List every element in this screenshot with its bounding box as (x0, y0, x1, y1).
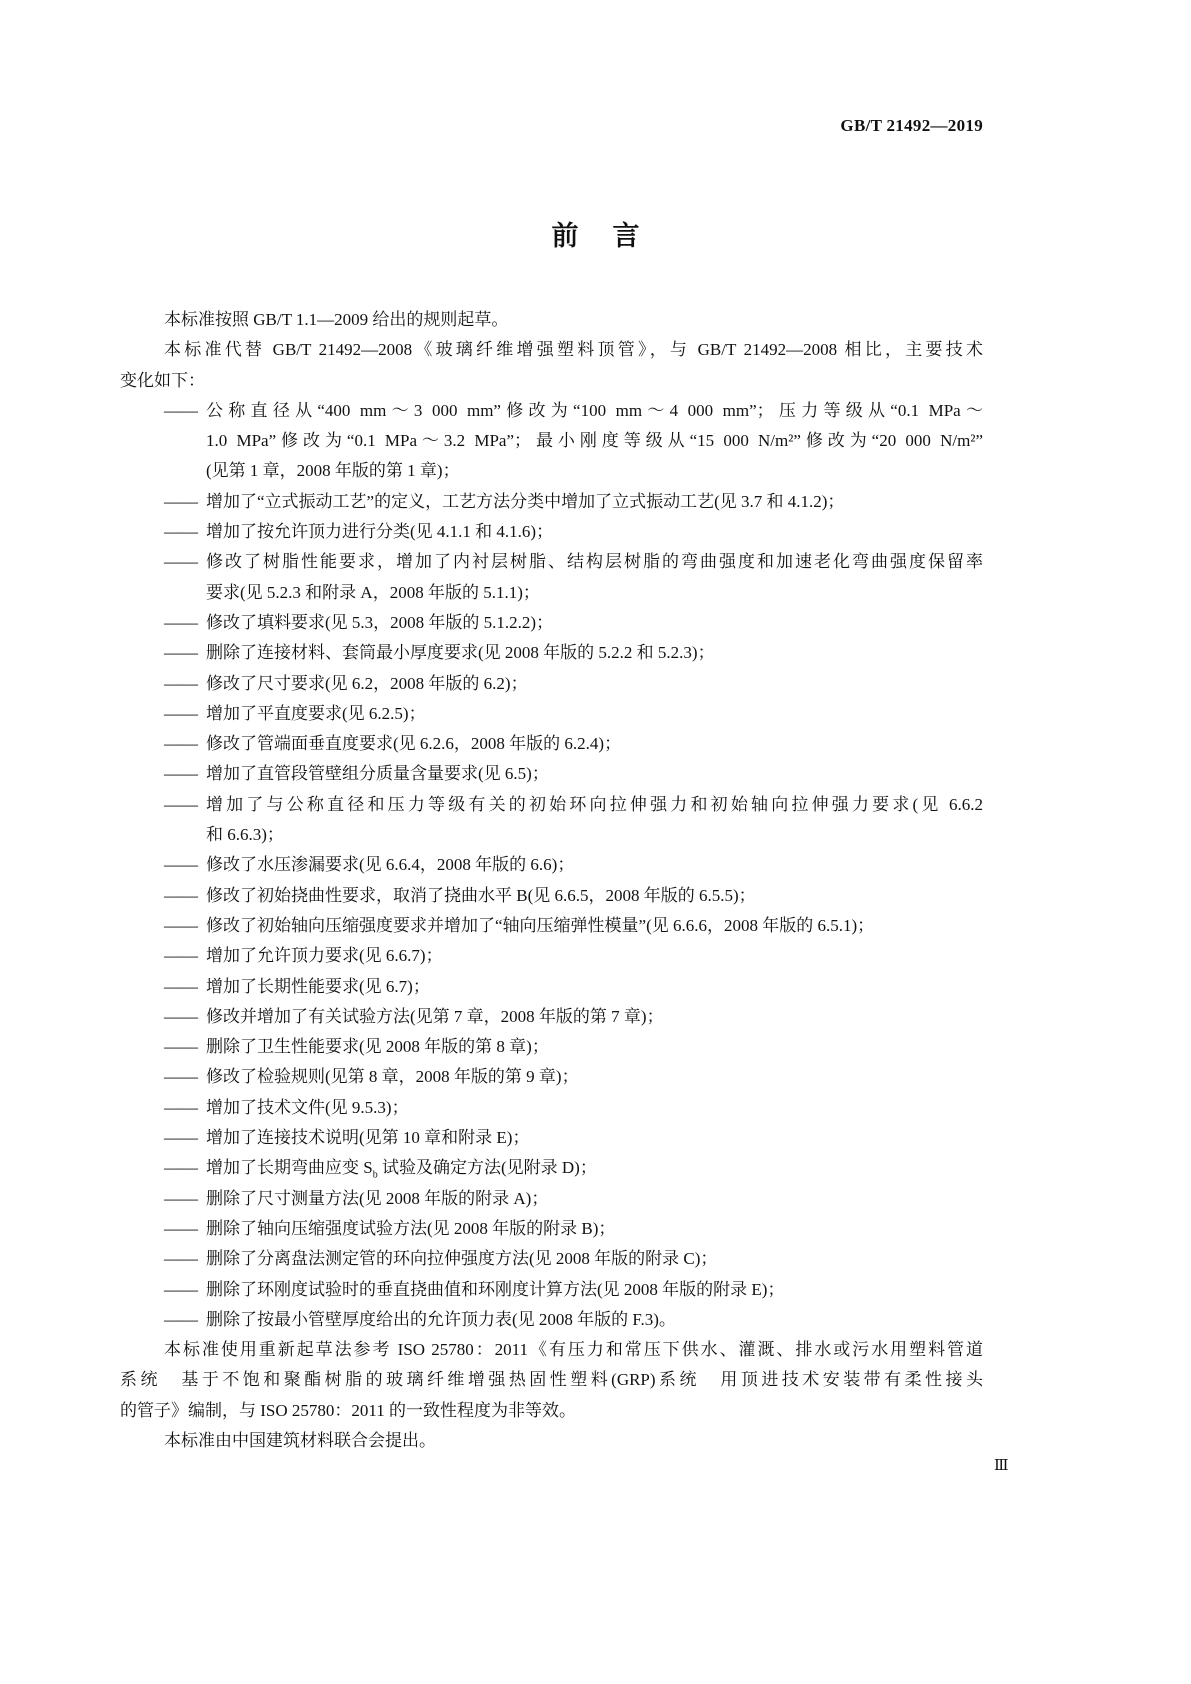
list-dash: —— (164, 794, 198, 814)
list-dash: —— (164, 1279, 198, 1299)
list-dash: —— (164, 1158, 198, 1178)
list-item (120, 1002, 983, 1032)
paragraph-iso-line: 本标准使用重新起草法参考 ISO 25780：2011《有压力和常压下供水、灌溉、排水或污水用塑料管道 (164, 1340, 983, 1360)
list-item-text: 增加了技术文件(见 9.5.3)； (206, 1097, 409, 1117)
list-item (120, 1305, 983, 1335)
list-item-text: 增加了长期弯曲应变 $S_b$ 试验及确定方法(见附录 D)； (206, 1158, 597, 1181)
list-dash: —— (164, 1249, 198, 1269)
list-item (120, 487, 983, 517)
list-dash: —— (164, 1309, 198, 1329)
list-dash: —— (164, 915, 198, 935)
list-item (120, 1244, 983, 1274)
list-item-text: 删除了分离盘法测定管的环向拉伸强度方法(见 2008 年版的附录 C)； (206, 1249, 718, 1269)
list-item-text: 删除了尺寸测量方法(见 2008 年版的附录 A)； (206, 1188, 549, 1208)
list-item-text: 删除了轴向压缩强度试验方法(见 2008 年版的附录 B)； (206, 1218, 616, 1238)
list-item (120, 850, 983, 880)
list-item (120, 1093, 983, 1123)
list-item-text: 修改了填料要求(见 5.3，2008 年版的 5.1.2.2)； (206, 612, 554, 632)
list-dash: —— (164, 1188, 198, 1208)
list-item (120, 1214, 983, 1244)
list-item (120, 608, 983, 638)
list-item (120, 941, 983, 971)
list-item (120, 729, 983, 759)
list-item-text: 修改了尺寸要求(见 6.2，2008 年版的 6.2)； (206, 673, 528, 693)
list-item-text: 增加了直管段管壁组分质量含量要求(见 6.5)； (206, 764, 549, 784)
list-item-text: 删除了环刚度试验时的垂直挠曲值和环刚度计算方法(见 2008 年版的附录 E)； (206, 1279, 785, 1299)
page-number: Ⅲ (994, 1458, 1009, 1474)
list-dash: —— (164, 1128, 198, 1148)
list-dash: —— (164, 1097, 198, 1117)
list-dash: —— (164, 764, 198, 784)
paragraph-proposer: 本标准由中国建筑材料联合会提出。 (164, 1430, 436, 1450)
list-item-text: 修改了初始轴向压缩强度要求并增加了“轴向压缩弹性模量”(见 6.6.6，2008 年版的 6.5.1)； (206, 915, 875, 935)
list-item (120, 699, 983, 729)
list-item-text: 修改并增加了有关试验方法(见第 7 章，2008 年版的第 7 章)； (206, 1006, 664, 1026)
list-item (120, 669, 983, 699)
list-item (120, 517, 983, 547)
list-item (120, 1275, 983, 1305)
list-item-text: 增加了与公称直径和压力等级有关的初始环向拉伸强力和初始轴向拉伸强力要求(见 6.6.2 (206, 794, 983, 814)
list-dash: —— (164, 522, 198, 542)
list-dash: —— (164, 552, 198, 572)
standard-number: GB/T 21492—2019 (840, 116, 983, 135)
list-item-continuation: 和 6.6.3)； (206, 825, 284, 845)
list-item-text: 修改了检验规则(见第 8 章，2008 年版的第 9 章)； (206, 1067, 579, 1087)
list-item-text: 增加了“立式振动工艺”的定义，工艺方法分类中增加了立式振动工艺(见 3.7 和 4.1.2)； (206, 491, 845, 511)
list-dash: —— (164, 673, 198, 693)
list-item (120, 547, 983, 577)
list-item (120, 396, 983, 426)
list-dash: —— (164, 855, 198, 875)
list-item-text: 增加了按允许顶力进行分类(见 4.1.1 和 4.1.6)； (206, 522, 554, 542)
list-item (120, 972, 983, 1002)
page-title: 前言 (551, 221, 674, 251)
list-dash: —— (164, 612, 198, 632)
list-item (120, 1184, 983, 1214)
paragraph-replace-line: 本标准代替 GB/T 21492—2008《玻璃纤维增强塑料顶管》，与 GB/T 21492—2008 相比，主要技术 (164, 340, 983, 360)
list-dash: —— (164, 946, 198, 966)
list-dash: —— (164, 1218, 198, 1238)
list-dash: —— (164, 491, 198, 511)
list-dash: —— (164, 643, 198, 663)
list-dash: —— (164, 1006, 198, 1026)
list-item (120, 1153, 983, 1183)
list-dash: —— (164, 1037, 198, 1057)
list-item (120, 1062, 983, 1092)
list-item-text: 删除了按最小管壁厚度给出的允许顶力表(见 2008 年版的 F.3)。 (206, 1309, 676, 1329)
list-dash: —— (164, 734, 198, 754)
list-item-continuation: 1.0 MPa”修改为“0.1 MPa～3.2 MPa”；最小刚度等级从“15 000 N/m²”修改为“20 000 N/m²” (206, 431, 983, 451)
list-item (120, 1032, 983, 1062)
list-item (120, 1123, 983, 1153)
list-dash: —— (164, 976, 198, 996)
list-item (120, 790, 983, 820)
list-dash: —— (164, 1067, 198, 1087)
list-item (120, 881, 983, 911)
list-item-text: 增加了连接技术说明(见第 10 章和附录 E)； (206, 1128, 530, 1148)
list-item-text: 修改了树脂性能要求，增加了内衬层树脂、结构层树脂的弯曲强度和加速老化弯曲强度保留率 (206, 552, 983, 572)
list-dash: —— (164, 400, 198, 420)
list-item-text: 删除了卫生性能要求(见 2008 年版的第 8 章)； (206, 1037, 549, 1057)
list-item-text: 修改了水压渗漏要求(见 6.6.4，2008 年版的 6.6)； (206, 855, 575, 875)
changes-list (120, 396, 983, 1335)
list-item-continuation: (见第 1 章，2008 年版的第 1 章)； (206, 461, 460, 481)
list-dash: —— (164, 703, 198, 723)
list-item-text: 公称直径从“400 mm～3 000 mm”修改为“100 mm～4 000 mm”；压力等级从“0.1 MPa～ (206, 400, 983, 420)
list-item-text: 修改了管端面垂直度要求(见 6.2.6，2008 年版的 6.2.4)； (206, 734, 622, 754)
paragraph-replace-line: 变化如下： (120, 370, 205, 390)
paragraph-iso-line: 的管子》编制，与 ISO 25780：2011 的一致性程度为非等效。 (120, 1400, 577, 1420)
list-item (120, 759, 983, 789)
list-item (120, 638, 983, 668)
foreword-body (120, 305, 983, 1456)
list-item-text: 修改了初始挠曲性要求，取消了挠曲水平 B(见 6.6.5，2008 年版的 6.5.5)； (206, 885, 756, 905)
subscript: b (372, 1169, 378, 1181)
list-item-continuation: 要求(见 5.2.3 和附录 A，2008 年版的 5.1.1)； (206, 582, 540, 602)
list-item-text: 增加了平直度要求(见 6.2.5)； (206, 703, 426, 723)
list-item-text: 增加了长期性能要求(见 6.7)； (206, 976, 430, 996)
list-dash: —— (164, 885, 198, 905)
list-item (120, 911, 983, 941)
paragraph-iso-line: 系统 基于不饱和聚酯树脂的玻璃纤维增强热固性塑料(GRP)系统 用顶进技术安装带有柔性接头 (120, 1370, 983, 1390)
list-item-text: 删除了连接材料、套筒最小厚度要求(见 2008 年版的 5.2.2 和 5.2.3)； (206, 643, 715, 663)
paragraph-intro: 本标准按照 GB/T 1.1—2009 给出的规则起草。 (164, 310, 509, 329)
list-item-text: 增加了允许顶力要求(见 6.6.7)； (206, 946, 443, 966)
